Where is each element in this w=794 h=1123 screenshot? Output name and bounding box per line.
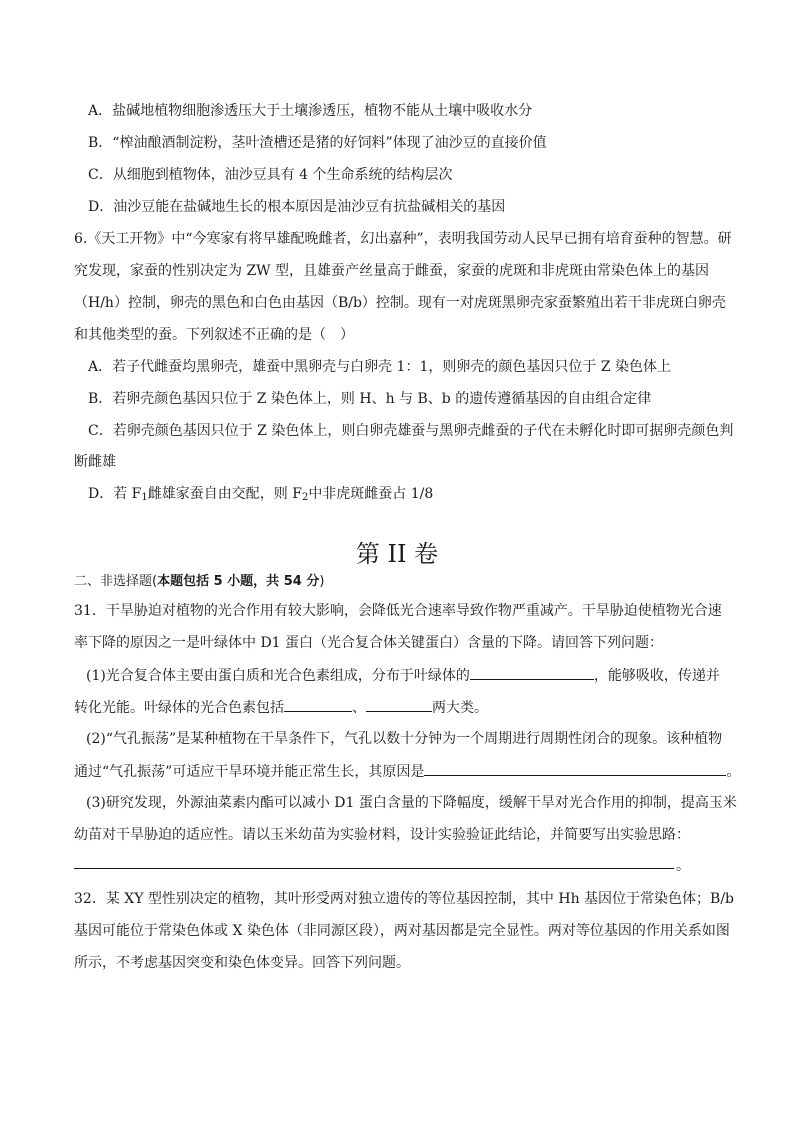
part-title: 第 II 卷 [355, 540, 439, 568]
section-heading-text: ) [319, 574, 325, 589]
q31-stem-line-1: 31．干旱胁迫对植物的光合作用有较大影响，会降低光合速率导致作物严重减产。干旱胁迫使植物光合速 [74, 603, 722, 619]
q6-option-d-text: D．若 F [88, 486, 142, 502]
q31-stem-line-2: 率下降的原因之一是叶绿体中 D1 蛋白（光合复合体关键蛋白）含量的下降。请回答下列问题： [74, 635, 664, 651]
q6-option-c: C．若卵壳颜色基因只位于 Z 染色体上，则白卵壳雄蚕与黑卵壳雌蚕的子代在未孵化时即可据卵壳颜色判 [88, 423, 734, 439]
q6-option-d-text: 雌雄家蚕自由交配，则 F [147, 486, 302, 502]
q6-stem-line-2: 究发现，家蚕的性别决定为 ZW 型，且雄蚕产丝量高于雌蚕，家蚕的虎斑和非虎斑由常染色体上的基因 [74, 263, 710, 279]
answer-blank[interactable] [366, 697, 432, 712]
q31-part-1-text: 、 [352, 700, 366, 716]
q31-part-2-line-1: (2)“气孔振荡”是某种植物在干旱条件下，气孔以数十分钟为一个周期进行周期性闭合的现象。该种植物 [86, 731, 723, 747]
section-heading-bold: 本题包括 5 小题，共 54 分 [157, 574, 320, 589]
subscript: 2 [301, 492, 309, 503]
q6-option-d-text: 中非虎斑雌蚕占 1/8 [308, 486, 434, 502]
q31-part-1-line-1 [86, 665, 720, 686]
q6-option-a: A．若子代雌蚕均黑卵壳，雄蚕中黑卵壳与白卵壳 1：1，则卵壳的颜色基因只位于 Z 染色体上 [88, 359, 672, 375]
q5-option-a: A．盐碱地植物细胞渗透压大于土壤渗透压，植物不能从土壤中吸收水分 [88, 103, 533, 119]
q31-part-1-text: 转化光能。叶绿体的光合色素包括 [74, 700, 284, 716]
q31-part-1-text: ，能够吸收，传递并 [593, 668, 720, 684]
q32-stem-line-2: 基因可能位于常染色体或 X 染色体（非同源区段），两对基因都是完全显性。两对等位基因的作用关系如图 [74, 923, 730, 939]
q32-stem-line-3: 所示，不考虑基因突变和染色体变异。回答下列问题。 [74, 955, 410, 971]
q6-option-c-continued: 断雌雄 [74, 454, 116, 470]
q31-part-3-line-1: (3)研究发现，外源油菜素内酯可以减小 D1 蛋白含量的下降幅度，缓解干旱对光合作用的抑制，提高玉米 [86, 795, 737, 811]
subscript: 1 [141, 492, 148, 503]
answer-blank[interactable] [284, 697, 352, 712]
q6-option-d [88, 484, 433, 504]
q6-stem-line-3: （H/h）控制，卵壳的黑色和白色由基因（B/b）控制。现有一对虎斑黑卵壳家蚕繁殖出若干非虎斑白卵壳 [74, 295, 726, 311]
q32-stem-line-1: 32．某 XY 型性别决定的植物，其叶形受两对独立遗传的等位基因控制，其中 Hh 基因位于常染色体；B/b [74, 891, 735, 907]
q31-part-2-text: 通过“气孔振荡”可适应干旱环境并能正常生长，其原因是 [74, 764, 425, 780]
answer-blank[interactable] [470, 665, 594, 680]
q31-part-3-end: 。 [676, 858, 690, 874]
q6-stem-line-1: 6.《天工开物》中“今寒家有将早雄配晚雌者，幻出嘉种”，表明我国劳动人民早已拥有培育蚕种的智慧。研 [74, 231, 732, 247]
q31-part-1-text: 两大类。 [432, 700, 488, 716]
q31-part-2-text: 。 [726, 764, 741, 780]
q5-option-d: D．油沙豆能在盐碱地生长的根本原因是油沙豆有抗盐碱相关的基因 [88, 199, 506, 215]
answer-blank[interactable] [424, 761, 726, 776]
section-heading-text: 二、非选择题( [74, 574, 158, 589]
q5-option-b: B．“榨油酿酒制淀粉，茎叶渣槽还是猪的好饲料”体现了油沙豆的直接价值 [88, 135, 547, 151]
q31-part-2-line-2 [74, 761, 740, 782]
q5-option-c: C．从细胞到植物体，油沙豆具有 4 个生命系统的结构层次 [88, 167, 453, 183]
q31-part-1-line-2 [74, 697, 488, 718]
answer-line[interactable] [74, 868, 674, 869]
q6-stem-line-4: 和其他类型的蚕。下列叙述不正确的是（ ） [74, 327, 354, 343]
section-heading [74, 573, 324, 591]
q31-part-1-text: (1)光合复合体主要由蛋白质和光合色素组成，分布于叶绿体的 [86, 668, 470, 684]
q31-part-3-line-2: 幼苗对干旱胁迫的适应性。请以玉米幼苗为实验材料，设计实验验证此结论，并简要写出实验思路： [74, 827, 690, 843]
q6-option-b: B．若卵壳颜色基因只位于 Z 染色体上，则 H、h 与 B、b 的遗传遵循基因的自由组合定律 [88, 391, 652, 407]
